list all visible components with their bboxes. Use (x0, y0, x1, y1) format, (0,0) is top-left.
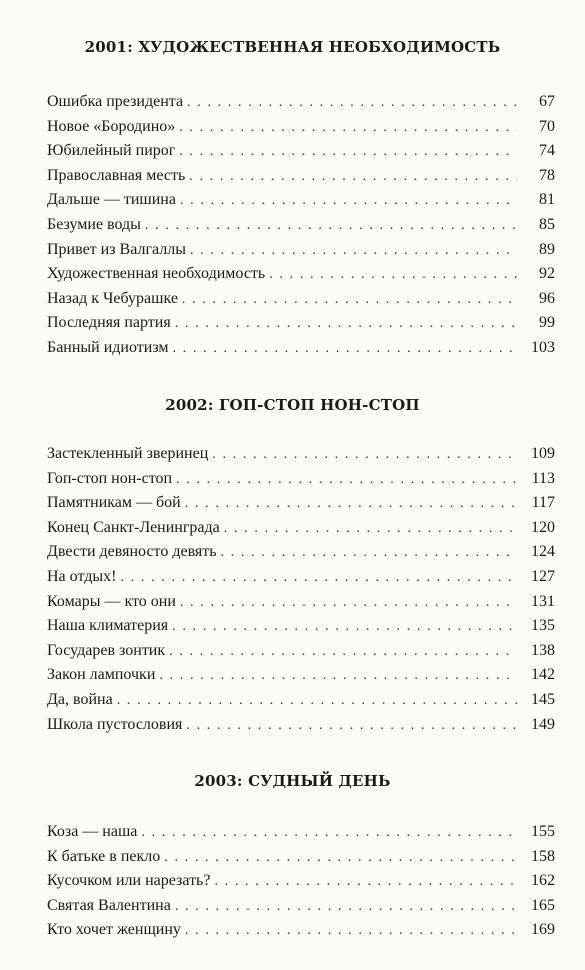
dot-leader (186, 714, 517, 739)
toc-entry-page: 124 (531, 543, 555, 561)
toc-entry (47, 287, 555, 312)
toc-entry-title: К батьке в пекло (47, 847, 161, 865)
toc-entry-title: Дальше — тишина (47, 191, 176, 209)
toc-entry-title: Назад к Чебурашке (47, 289, 178, 307)
dot-leader (176, 468, 517, 493)
toc-entry-title: Двести девяносто девять (47, 543, 217, 561)
toc-entry-page: 67 (539, 93, 555, 110)
toc-entry-title: На отдых! (47, 567, 117, 585)
dot-leader (212, 443, 517, 468)
toc-entry (47, 639, 555, 664)
toc-entry-title: Наша климатерия (47, 617, 169, 635)
toc-entry-title: Юбилейный пирог (47, 142, 176, 160)
toc-entry-page: 85 (539, 215, 555, 233)
dot-leader (190, 239, 517, 264)
toc-entry-title: Святая Валентина (47, 896, 171, 914)
toc-entry (47, 262, 555, 287)
toc-entry (47, 115, 555, 140)
toc-entry (47, 164, 555, 189)
toc-list-2003 (47, 820, 555, 943)
dot-leader (187, 91, 517, 116)
toc-entry-page: 169 (531, 921, 555, 939)
dot-leader (141, 821, 517, 846)
toc-entry-title: Комары — кто они (47, 592, 176, 610)
dot-leader (179, 116, 517, 141)
toc-entry (47, 213, 555, 238)
toc-entry-title: Ошибка президента (47, 93, 184, 110)
toc-entry (47, 238, 555, 263)
toc-entry (47, 139, 555, 164)
dot-leader (180, 189, 517, 214)
dot-leader (120, 566, 517, 591)
toc-entry-title: Гоп-стоп нон-стоп (47, 469, 173, 487)
dot-leader (175, 312, 517, 337)
dot-leader (224, 517, 517, 542)
toc-entry-title: Конец Санкт-Ленинграда (47, 518, 220, 536)
toc-entry-page: 120 (531, 518, 555, 536)
toc-entry-title: Кусочком или нарезать? (47, 872, 211, 890)
toc-entry-title: Памятникам — бой (47, 494, 181, 512)
toc-entry-page: 96 (539, 289, 555, 307)
toc-entry (47, 894, 555, 919)
toc-entry-title: Новое «Бородино» (47, 117, 176, 135)
dot-leader (269, 263, 517, 288)
dot-leader (159, 664, 517, 689)
toc-entry (47, 516, 555, 541)
dot-leader (185, 492, 517, 517)
toc-entry-title: Закон лампочки (47, 666, 156, 684)
section-title-2001: 2001: ХУДОЖЕСТВЕННАЯ НЕОБХОДИМОСТЬ (84, 38, 501, 56)
toc-entry-page: 74 (539, 142, 555, 160)
toc-entry-page: 135 (531, 617, 555, 635)
toc-entry-page: 113 (531, 469, 555, 487)
dot-leader (169, 640, 517, 665)
toc-entry (47, 565, 555, 590)
toc-entry-page: 109 (531, 445, 555, 462)
toc-entry (47, 540, 555, 565)
toc-entry-title: Государев зонтик (47, 641, 166, 659)
toc-entry (47, 688, 555, 713)
section-title-2003: 2003: СУДНЫЙ ДЕНЬ (194, 772, 391, 790)
toc-list-2001 (47, 90, 555, 361)
toc-entry-page: 155 (531, 823, 555, 840)
toc-entry-page: 99 (539, 314, 555, 332)
toc-entry-title: Застекленный зверинец (47, 445, 209, 462)
toc-entry-page: 162 (531, 872, 555, 890)
toc-entry (47, 614, 555, 639)
toc-entry (47, 869, 555, 894)
toc-entry-page: 145 (531, 690, 555, 708)
toc-entry-page: 149 (531, 715, 555, 733)
dot-leader (189, 165, 517, 190)
toc-entry (47, 90, 555, 115)
toc-entry-title: Банный идиотизм (47, 338, 169, 356)
toc-entry-title: Да, война (47, 690, 113, 708)
section-title-2002: 2002: ГОП-СТОП НОН-СТОП (165, 396, 420, 414)
toc-entry (47, 663, 555, 688)
toc-entry-title: Кто хочет женщину (47, 921, 181, 939)
dot-leader (172, 615, 517, 640)
toc-entry-title: Привет из Валгаллы (47, 240, 186, 258)
toc-entry-page: 117 (531, 494, 555, 512)
toc-entry (47, 845, 555, 870)
toc-entry (47, 918, 555, 943)
toc-entry-title: Безумие воды (47, 215, 141, 233)
toc-entry (47, 590, 555, 615)
toc-entry-page: 165 (531, 896, 555, 914)
toc-entry (47, 188, 555, 213)
toc-entry-title: Коза — наша (47, 823, 138, 840)
toc-entry-title: Художественная необходимость (47, 265, 266, 283)
toc-entry-title: Школа пустословия (47, 715, 183, 733)
toc-entry-page: 158 (531, 847, 555, 865)
toc-entry (47, 491, 555, 516)
toc-entry-page: 138 (531, 641, 555, 659)
toc-entry (47, 336, 555, 361)
toc-entry-page: 89 (539, 240, 555, 258)
toc-list-2002 (47, 442, 555, 737)
toc-entry (47, 713, 555, 738)
dot-leader (185, 919, 517, 944)
dot-leader (179, 140, 517, 165)
toc-entry-page: 127 (531, 567, 555, 585)
dot-leader (117, 689, 517, 714)
toc-entry-page: 131 (531, 592, 555, 610)
toc-entry-page: 78 (539, 166, 555, 184)
dot-leader (214, 870, 517, 895)
toc-entry-page: 92 (539, 265, 555, 283)
toc-entry-title: Последняя партия (47, 314, 171, 332)
toc-entry (47, 467, 555, 492)
dot-leader (164, 846, 517, 871)
dot-leader (145, 214, 517, 239)
toc-entry (47, 820, 555, 845)
toc-entry (47, 311, 555, 336)
toc-entry-page: 70 (539, 117, 555, 135)
dot-leader (180, 591, 517, 616)
toc-entry-title: Православная месть (47, 166, 186, 184)
toc-entry-page: 142 (531, 666, 555, 684)
dot-leader (182, 288, 517, 313)
dot-leader (175, 895, 517, 920)
dot-leader (221, 541, 517, 566)
toc-entry-page: 81 (539, 191, 555, 209)
toc-entry (47, 442, 555, 467)
dot-leader (173, 337, 517, 362)
toc-entry-page: 103 (531, 338, 555, 356)
